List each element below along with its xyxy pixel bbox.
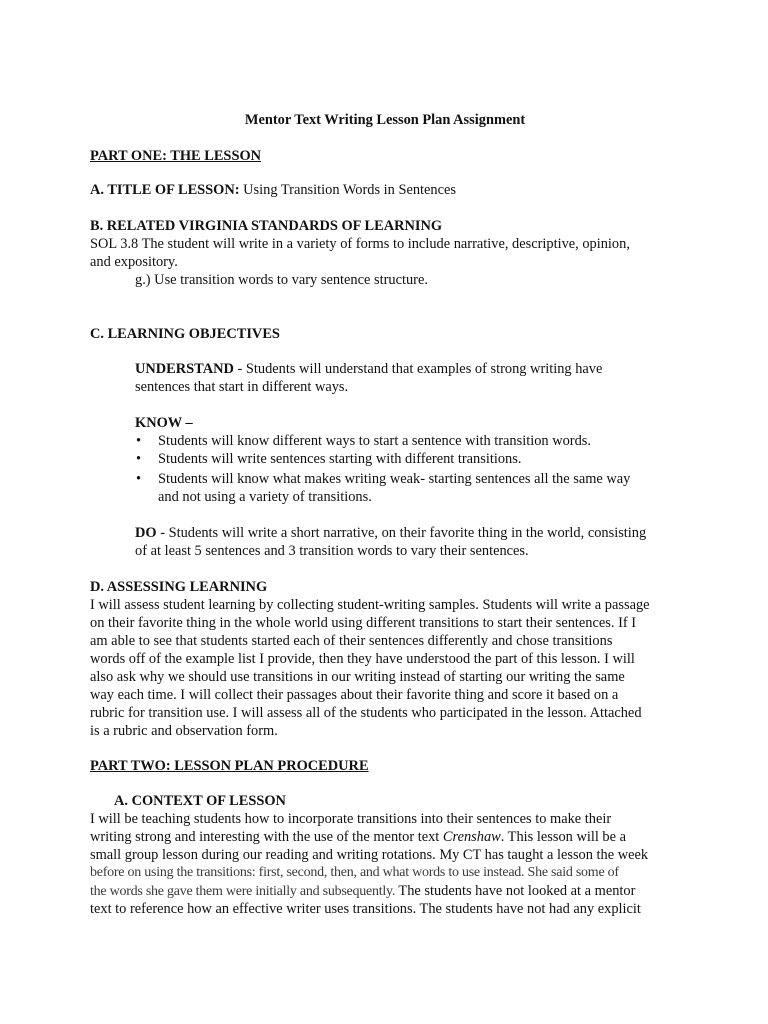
understand-paragraph-line-2: sentences that start in different ways. [135, 379, 349, 395]
bullet-icon: • [136, 451, 142, 467]
section-d-line: on their favorite thing in the whole world using different transitions to start their sentences. If I [90, 615, 637, 631]
do-paragraph-line-1 [135, 524, 685, 542]
section-d-line: words off of the example list I provide, then they have understood the part of this lesson. I will [90, 651, 635, 667]
section-d-line: way each time. I will collect their passages about their favorite thing and score it based on a [90, 687, 619, 703]
book-title: Crenshaw [442, 829, 501, 845]
section-d-line: I will assess student learning by collecting student-writing samples. Students will write a passage [90, 597, 650, 613]
part-two-heading: PART TWO: LESSON PLAN PROCEDURE [90, 758, 369, 774]
section-a-label: A. TITLE OF LESSON: [90, 182, 240, 198]
context-text: The students have not looked at a mentor [395, 883, 636, 899]
list-item [136, 432, 688, 450]
context-text: . This lesson will be a [500, 829, 626, 845]
bullet-icon: • [136, 471, 142, 487]
do-paragraph-line-2: of at least 5 sentences and 3 transition words to vary their sentences. [135, 543, 529, 559]
context-line [90, 882, 690, 901]
know-label: KNOW – [135, 415, 193, 431]
list-item-text: Students will know what makes writing weak- starting sentences all the same way [158, 471, 631, 487]
bullet-icon: • [136, 433, 142, 449]
section-b-line-3: g.) Use transition words to vary sentence structure. [135, 272, 428, 288]
context-line: text to reference how an effective writer uses transitions. The students have not had any explicit [90, 901, 641, 917]
context-line: small group lesson during our reading and writing rotations. My CT has taught a lesson the week [90, 847, 649, 863]
do-label: DO [135, 525, 157, 541]
understand-text: - Students will understand that examples of strong writing have [233, 361, 603, 377]
section-d-line: is a rubric and observation form. [90, 723, 278, 739]
context-line: I will be teaching students how to incorporate transitions into their sentences to make their [90, 811, 612, 827]
understand-label: UNDERSTAND [135, 361, 234, 377]
section-d-line: am able to see that students started each of their sentences differently and chose transitions [90, 633, 613, 649]
section-b-line-1: SOL 3.8 The student will write in a variety of forms to include narrative, descriptive, opinion, [90, 236, 630, 252]
section-d-line: rubric for transition use. I will assess all of the students who participated in the lesson. Attached [90, 705, 642, 721]
document-title: Mentor Text Writing Lesson Plan Assignment [244, 112, 526, 128]
list-item-text: Students will write sentences starting with different transitions. [158, 451, 522, 467]
section-a-title-of-lesson [90, 181, 690, 199]
section-b-line-2: and expository. [90, 254, 178, 270]
list-item-text: Students will know different ways to start a sentence with transition words. [158, 433, 591, 449]
section-a-value: Using Transition Words in Sentences [239, 182, 457, 198]
part-one-heading: PART ONE: THE LESSON [90, 148, 262, 164]
context-text: writing strong and interesting with the use of the mentor text [90, 829, 443, 845]
understand-paragraph-line-1 [135, 360, 685, 378]
do-text: - Students will write a short narrative, on their favorite thing in the world, consisting [156, 525, 647, 541]
list-item [136, 450, 688, 468]
list-item [136, 470, 688, 488]
context-line: before on using the transitions: first, second, then, and what words to use instead. She said some of [90, 865, 619, 880]
section-d-line: also ask why we should use transitions in our writing instead of starting our writing the same [90, 669, 625, 685]
context-line [90, 828, 690, 846]
section-c-heading: C. LEARNING OBJECTIVES [90, 326, 280, 342]
section-d-heading: D. ASSESSING LEARNING [90, 579, 268, 595]
section-b-heading: B. RELATED VIRGINIA STANDARDS OF LEARNING [90, 218, 443, 234]
context-text: the words she gave them were initially and subsequently. [90, 884, 396, 899]
list-item-continuation [158, 488, 688, 506]
list-item-text: and not using a variety of transitions. [158, 489, 372, 505]
context-heading: A. CONTEXT OF LESSON [114, 793, 286, 809]
